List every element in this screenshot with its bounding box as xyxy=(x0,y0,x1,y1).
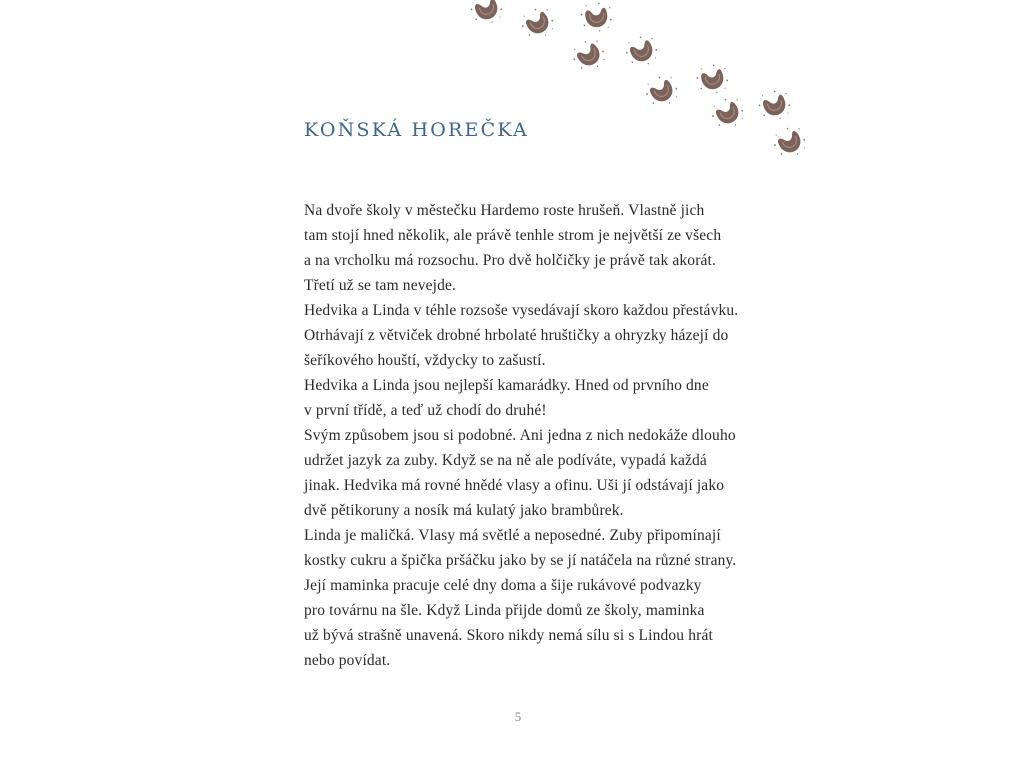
text-line: Hedvika a Linda v téhle rozsoše vysedávají skoro každou přestávku. xyxy=(304,302,739,319)
text-line: Třetí už se tam nevejde. xyxy=(304,277,457,294)
text-line: pro továrnu na šle. Když Linda přijde domů ze školy, maminka xyxy=(304,602,705,619)
text-line: Svým způsobem jsou si podobné. Ani jedna z nich nedokáže dlouho xyxy=(304,427,736,444)
chapter-title: KOŇSKÁ HOREČKA xyxy=(304,119,529,141)
text-line: Otrhávají z větviček drobné hrbolaté hruštičky a ohryzky házejí do xyxy=(304,327,729,344)
text-line: Linda je maličká. Vlasy má světlé a neposedné. Zuby připomínají xyxy=(304,527,721,544)
text-line: šeříkového houští, vždycky to zašustí. xyxy=(304,352,546,369)
text-line: už bývá strašně unavená. Skoro nikdy nemá sílu si s Lindou hrát xyxy=(304,627,713,644)
text-line: tam stojí hned několik, ale právě tenhle strom je největší ze všech xyxy=(304,227,722,244)
page-number: 5 xyxy=(514,709,522,724)
text-line: Hedvika a Linda jsou nejlepší kamarádky. Hned od prvního dne xyxy=(304,377,709,394)
text-line: udržet jazyk za zuby. Když se na ně ale podíváte, vypadá každá xyxy=(304,452,707,469)
text-line: dvě pětikoruny a nosík má kulatý jako brambůrek. xyxy=(304,502,624,519)
text-line: jinak. Hedvika má rovné hnědé vlasy a ofinu. Uši jí odstávají jako xyxy=(304,477,725,494)
text-line: Na dvoře školy v městečku Hardemo roste hrušeň. Vlastně jich xyxy=(304,202,705,219)
text-line: a na vrcholku má rozsochu. Pro dvě holčičky je právě tak akorát. xyxy=(304,252,717,269)
text-line: kostky cukru a špička pršáčku jako by se jí natáčela na různé strany. xyxy=(304,552,737,569)
chapter-body-text xyxy=(304,198,774,673)
text-line: nebo povídat. xyxy=(304,652,391,669)
text-line: v první třídě, a teď už chodí do druhé! xyxy=(304,402,547,419)
text-line: Její maminka pracuje celé dny doma a šije rukávové podvazky xyxy=(304,577,702,594)
hoofprints-icon xyxy=(462,0,822,170)
